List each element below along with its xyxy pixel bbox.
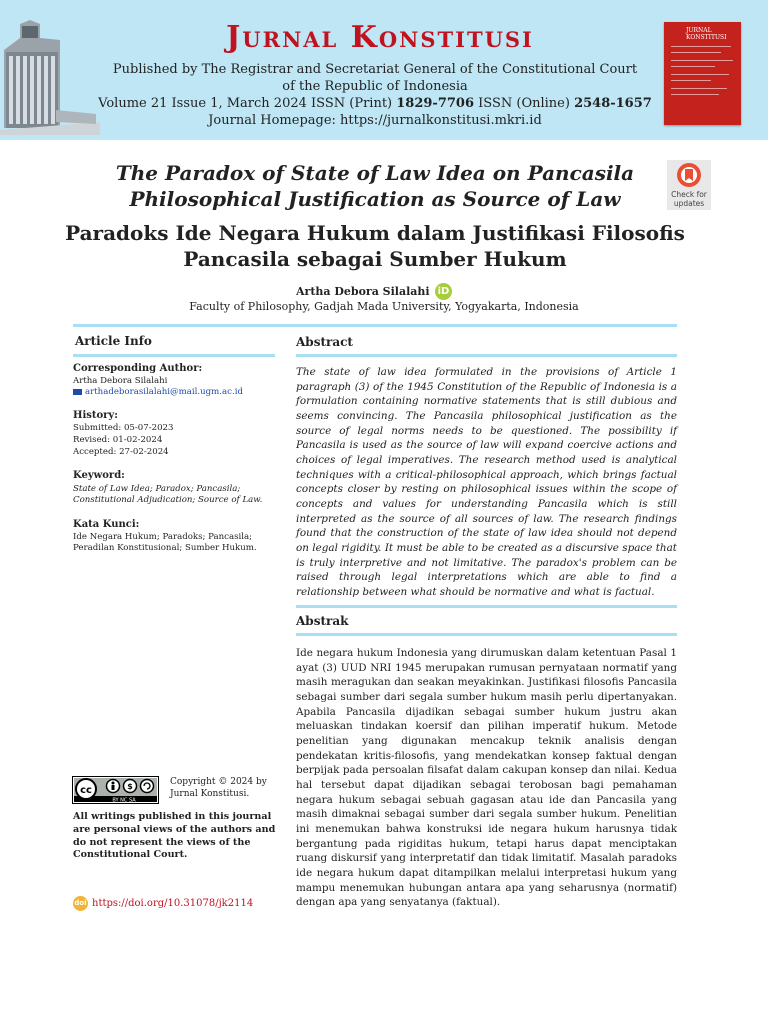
cover-line bbox=[671, 94, 719, 95]
disclaimer: All writings published in this journal are personal views of the authors and do not represent the views of the Constitutional Court. bbox=[73, 811, 276, 861]
issn-line bbox=[95, 95, 655, 112]
orcid-icon[interactable]: iD bbox=[435, 283, 452, 300]
author-affiliation: Faculty of Philosophy, Gadjah Mada University, Yogyakarta, Indonesia bbox=[189, 300, 579, 313]
author-name: Artha Debora Silalahi bbox=[296, 285, 430, 298]
submitted-date: Submitted: 05-07-2023 bbox=[73, 423, 174, 433]
accepted-date: Accepted: 27-02-2024 bbox=[73, 447, 169, 457]
journal-title: Jurnal Konstitusi bbox=[226, 20, 534, 55]
history-label: History: bbox=[73, 410, 118, 421]
article-title-indonesian: Paradoks Ide Negara Hukum dalam Justifikasi Filosofis Pancasila sebagai Sumber Hukum bbox=[65, 221, 685, 271]
corresponding-author-label: Corresponding Author: bbox=[73, 363, 203, 374]
cover-title-line-1: JURNAL bbox=[686, 27, 712, 34]
email-link[interactable]: arthadeborasilalahi@mail.ugm.ac.id bbox=[85, 387, 243, 397]
check-updates-line-2: updates bbox=[673, 199, 705, 208]
abstract-text: The state of law idea formulated in the provisions of Article 1 paragraph (3) of the 1945 Constitution of the Republic of Indonesia is a formulation containing normative statements that is still dubious and seems convincing. The Pancasila philosophical justification as the source of legal norms needs to be questioned. The possibility if Pancasila is used as the source of law will expand coercive actions and choices of legal imperatives. The research method used is analytical techniques with a critical-philosophical approach, which brings factual concepts closer by resting on philosophical issues within the scope of concepts and values for understanding Pancasila which is still interpreted as the source of all sources of law. The research findings found that the construction of the state of law idea should not depend on legal rigidity. It must be able to be created as a discursive space that is truly interpretive and not limitative. The paradox's problem can be raised through legal interpretations which are able to find a relationship between what should be normative and what is factual. bbox=[296, 366, 677, 598]
cover-title-line-2: KONSTITUSI bbox=[686, 34, 727, 41]
publisher-line-1: Published by The Registrar and Secretariat General of the Constitutional Court bbox=[112, 62, 638, 77]
cc-icon-text: cc bbox=[80, 785, 92, 796]
cover-line bbox=[671, 74, 729, 75]
divider-abstrak-bottom bbox=[296, 633, 677, 636]
cover-line bbox=[671, 66, 715, 67]
article-title-english: The Paradox of State of Law Idea on Pancasila Philosophical Justification as Source of Law bbox=[115, 161, 635, 211]
kata-kunci-label: Kata Kunci: bbox=[73, 519, 140, 530]
corresponding-email[interactable] bbox=[73, 387, 243, 397]
cover-line bbox=[671, 46, 731, 47]
keyword-label: Keyword: bbox=[73, 470, 125, 481]
journal-header bbox=[0, 0, 768, 140]
check-for-updates-badge[interactable] bbox=[667, 160, 711, 210]
issn-online: 2548-1657 bbox=[574, 96, 652, 111]
divider-top bbox=[73, 324, 677, 327]
cover-line bbox=[671, 52, 721, 53]
issn-print: 1829-7706 bbox=[396, 96, 475, 111]
divider-article-info bbox=[73, 354, 275, 357]
divider-abstrak-top bbox=[296, 605, 677, 608]
journal-homepage[interactable]: Journal Homepage: https://jurnalkonstitusi.mkri.id bbox=[208, 113, 542, 128]
keywords: State of Law Idea; Paradox; Pancasila; Constitutional Adjudication; Source of Law. bbox=[73, 484, 263, 505]
kata-kunci: Ide Negara Hukum; Paradoks; Pancasila; Peradilan Konstitusional; Sumber Hukum. bbox=[73, 532, 257, 553]
abstrak-heading: Abstrak bbox=[296, 614, 349, 628]
check-updates-line-1: Check for bbox=[671, 190, 707, 199]
doi-icon: doi bbox=[73, 896, 88, 911]
doi-link[interactable]: https://doi.org/10.31078/jk2114 bbox=[92, 898, 254, 909]
journal-cover-thumbnail bbox=[664, 22, 741, 125]
divider-abstract bbox=[296, 354, 677, 357]
revised-date: Revised: 01-02-2024 bbox=[73, 435, 163, 445]
publisher-line-2: of the Republic of Indonesia bbox=[282, 79, 468, 94]
volume-text: Volume 21 Issue 1, March 2024 ISSN (Print) bbox=[98, 96, 397, 111]
court-building-image bbox=[0, 10, 100, 135]
cover-line bbox=[671, 60, 733, 61]
cover-line bbox=[671, 80, 711, 81]
copyright-notice: Copyright © 2024 by Jurnal Konstitusi. bbox=[170, 777, 267, 799]
svg-text:$: $ bbox=[127, 782, 133, 791]
cc-terms-text: BY NC SA bbox=[112, 797, 136, 804]
mail-icon bbox=[73, 389, 82, 395]
publisher-info bbox=[95, 61, 655, 129]
cover-title bbox=[686, 27, 727, 41]
article-info-heading: Article Info bbox=[75, 334, 152, 348]
abstract-heading: Abstract bbox=[296, 335, 353, 349]
corresponding-author-name: Artha Debora Silalahi bbox=[73, 376, 168, 386]
cover-line bbox=[671, 88, 727, 89]
issn-online-label: ISSN (Online) bbox=[474, 96, 575, 111]
cc-by-nc-sa-badge[interactable] bbox=[72, 776, 159, 804]
abstrak-text: Ide negara hukum Indonesia yang dirumuskan dalam ketentuan Pasal 1 ayat (3) UUD NRI 1945 merupakan rumusan pernyataan normatif yang masih meragukan dan seakan meyakinkan. Justifikasi filosofis Pancasila sebagai sumber dari segala sumber hukum masih perlu dipertanyakan. Apabila Pancasila dijadikan sebagai sumber hukum justru akan meluaskan tindakan koersif dan pilihan imperatif hukum. Metode penelitian yang digunakan mencakup teknik analisis dengan pendekatan kritis-filosofis, yang mendekatkan konsep faktual dengan berpijak pada persoalan filsafat dalam cakupan konsep dan nilai. Kedua hal tersebut dapat dijadikan sebagai terobosan bagi pemahaman negara hukum sebagai sebuah gagasan atau ide dan Pancasila yang masih dimaknai sebagai sumber dari segala sumber hukum. Penelitian ini menemukan bahwa konstruksi ide negara hukum harusnya tidak bergantung pada rigiditas hukum, tetapi harus dapat menciptakan ruang diskursif yang interpretatif dan tidak limitatif. Masalah paradoks ide negara hukum dapat ditampilkan melalui interpretasi hukum yang mampu menemukan hubungan antara apa yang seharusnya (normatif) dengan apa yang senyatanya (faktual). bbox=[296, 647, 677, 909]
